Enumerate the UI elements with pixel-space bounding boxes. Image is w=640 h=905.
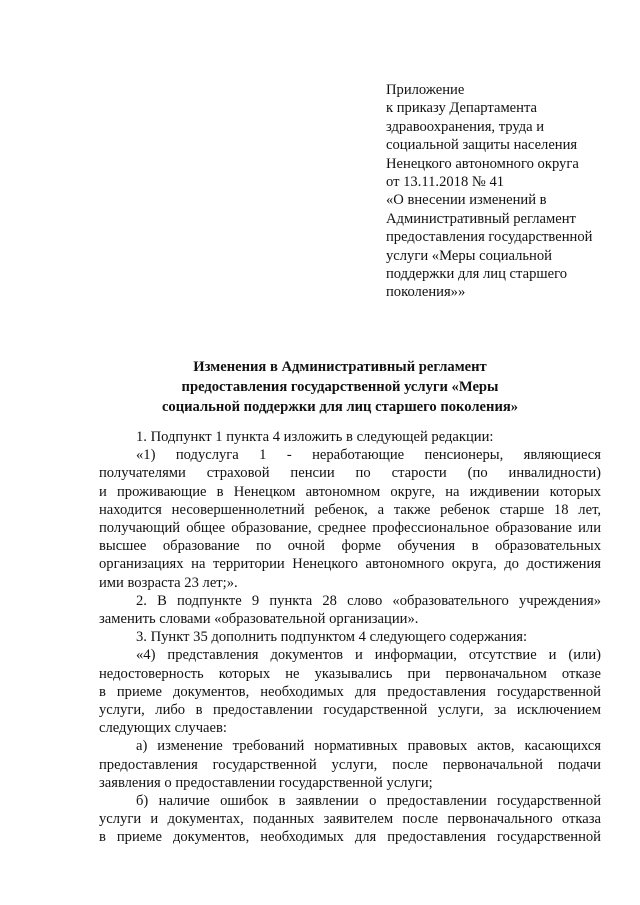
document-title bbox=[90, 357, 590, 417]
text-line: следующих случаев: bbox=[99, 720, 227, 737]
paragraph-3 bbox=[99, 592, 601, 628]
text-line: организациях на территории Ненецкого автономного округа, до достижения bbox=[99, 556, 601, 573]
paragraph-7 bbox=[99, 792, 601, 847]
text-line: услуги, либо в предоставлении государственной услуги, за исключением bbox=[99, 702, 601, 719]
text-line: в приеме документов, необходимых для предоставления государственной bbox=[99, 683, 601, 700]
paragraph-1: 1. Подпункт 1 пункта 4 изложить в следующей редакции: bbox=[136, 429, 494, 445]
appendix-line: предоставления государственной bbox=[386, 229, 593, 246]
text-line: а) изменение требований нормативных правовых актов, касающихся bbox=[136, 738, 601, 755]
appendix-line: «О внесении изменений в bbox=[386, 192, 547, 209]
text-line: б) наличие ошибок в заявлении о предоставлении государственной bbox=[136, 793, 601, 810]
appendix-line: от 13.11.2018 № 41 bbox=[386, 174, 505, 191]
text-line: получающий общее образование, среднее профессиональное образование или bbox=[99, 520, 601, 537]
paragraph-5 bbox=[99, 646, 601, 737]
text-line: 2. В подпункте 9 пункта 28 слово «образовательного учреждения» bbox=[136, 592, 601, 609]
text-line: заявления о предоставлении государственной услуги; bbox=[99, 774, 433, 791]
paragraph-2 bbox=[99, 446, 601, 592]
paragraph-4: 3. Пункт 35 дополнить подпунктом 4 следующего содержания: bbox=[136, 629, 528, 646]
appendix-line: к приказу Департамента bbox=[386, 100, 537, 117]
title-line: социальной поддержки для лиц старшего поколения» bbox=[161, 399, 519, 415]
text-line: ими возраста 23 лет;». bbox=[99, 574, 238, 591]
paragraph-6 bbox=[99, 737, 601, 792]
text-line: недостоверность которых не указывались при первоначальном отказе bbox=[99, 665, 601, 682]
text-line: и проживающие в Ненецком автономном округе, на иждивении которых bbox=[99, 483, 601, 500]
appendix-line: социальной защиты населения bbox=[386, 137, 578, 154]
title-line: Изменения в Административный регламент bbox=[193, 359, 487, 375]
appendix-line: услуги «Меры социальной bbox=[386, 247, 552, 264]
text-line: находится несовершеннолетний ребенок, а также ребенок старше 18 лет, bbox=[99, 501, 601, 518]
text-line: «4) представления документов и информации, отсутствие и (или) bbox=[136, 647, 601, 664]
text-line: в приеме документов, необходимых для предоставления государственной bbox=[99, 829, 601, 846]
text-line: предоставления государственной услуги, после первоначальной подачи bbox=[99, 756, 601, 773]
text-line: «1) подуслуга 1 - неработающие пенсионеры, являющиеся bbox=[136, 447, 601, 464]
text-line: услуги и документах, поданных заявителем после первоначального отказа bbox=[99, 811, 601, 828]
appendix-line: Ненецкого автономного округа bbox=[386, 155, 579, 172]
appendix-line: здравоохранения, труда и bbox=[386, 118, 545, 135]
appendix-line: Административный регламент bbox=[386, 210, 576, 227]
title-line: предоставления государственной услуги «Меры bbox=[181, 379, 499, 395]
document-body bbox=[99, 428, 601, 847]
appendix-line: Приложение bbox=[386, 82, 465, 98]
text-line: заменить словами «образовательной организации». bbox=[99, 611, 419, 628]
appendix-line: поддержки для лиц старшего bbox=[386, 266, 568, 283]
text-line: высшее образование по очной форме обучения в образовательных bbox=[99, 538, 601, 555]
appendix-line: поколения»» bbox=[386, 284, 466, 301]
text-line: получателями страховой пенсии по старости (по инвалидности) bbox=[99, 465, 601, 482]
appendix-block bbox=[386, 81, 626, 302]
